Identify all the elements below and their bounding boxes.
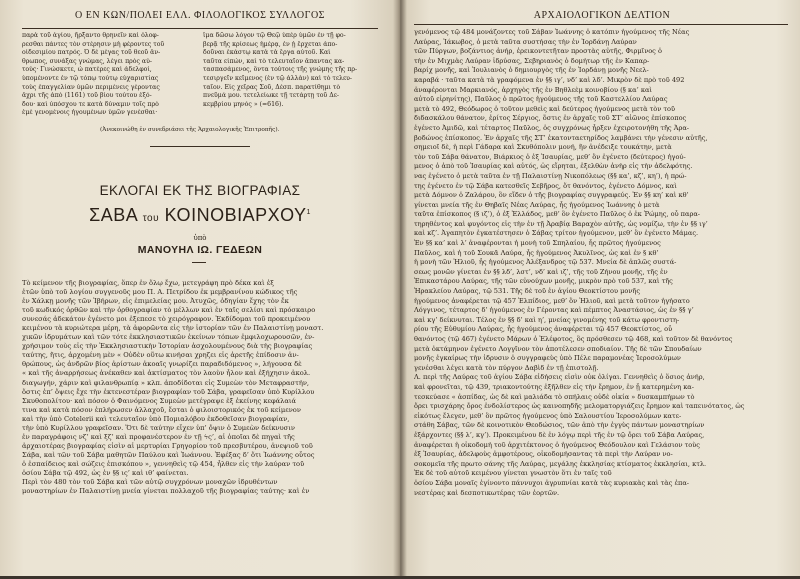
text-line: νας ἐγένετο ὁ μετὰ ταῦτα ἐν τῇ Παλαιστίνῃ Νικοπόλεως (§§ κα’, κζ’, κη’), ἡ πρώ-	[414, 171, 687, 180]
text-line: ὁσίου Σάβα μοναῖς ἐγίνοντο πάννυχοι ἀγρυπνίαι κατὰ τὰς κυριακὰς καὶ τὰς ἐπα-	[414, 478, 690, 487]
text-line: καραβά · ταῦτα κατὰ τὰ γραφόμενα ἐν §§ ιγ’, νδ’ καὶ λδ’. Μικρὸν δὲ πρὸ τοῦ 492	[414, 75, 685, 84]
text-line: Περὶ τὸν 480 τὸν τοῦ Σάβα καὶ τῶν αὐτῷ συγχρόνων μοναχῶν ἱδρυθέντων	[22, 478, 278, 487]
text-line: ἐν Χάλκῃ μονῆς τῶν Ἰβήρων, εἰς ἐπιμελείας μου. Ἀτυχῶς, ὁδηγίαν ἔχης τὸν ἔκ	[22, 297, 289, 306]
text-line: παρὰ τοῦ ἁγίου, ἤρξαντο θρηνεῖν καὶ ὀλοφ-	[22, 32, 159, 39]
book-gutter	[393, 0, 407, 579]
text-line: τὴν ἐν Μιχμὰς Λαύραν ἱδρύσας, Σεβηριανὸς ὁ δομήτωρ τῆς ἐν Καπαρ-	[414, 56, 650, 65]
text-line: Παῦλος, καὶ ἡ τοῦ Σουκᾶ Λαύρα, ἧς ἡγούμενος Ἀκυλῖνος, ὡς καὶ ἐν § κθ’	[414, 248, 659, 257]
text-line: ἐμὲ γενομένοις ἡγουμένων ὑμῶν γενέσθαι·	[22, 109, 158, 117]
text-line: ὁσίου Σάβα τῷ 492, ὡς ἐν §§ ις’ καὶ ιθ’ φαίνεται.	[22, 468, 189, 477]
text-line: τῶν Πύργων, βοζάντιος ἀνήρ, ἐρεικοντετῆταν προστὰς αὐτῆς, Φιρμῖνος ὁ	[414, 47, 662, 56]
text-line: χρήσιμον τοὺς εἰς τὴν Ἐκκλησιαστικὴν Ἱστορίαν ἀσχολουμένους διὰ τὴς βιογραφίας	[22, 342, 313, 351]
text-line: ταῦτα ἐπίσκοπος (§ ιζ’), ὁ ἐξ Ἑλλάδος, μεθ’ ὃν ἐγένετο Παῦλος ὁ ἐκ Ῥώμης, οὗ παρα-	[414, 210, 701, 219]
text-line: Σκυθοπολίτου· καὶ πόσον ὁ Φαινόμενος Συμεὼν μετέγραψε ἐξ ἐκείνης κεφάλαιά	[22, 396, 297, 405]
text-line: Τὸ κείμενον τῆς βιογραφίας, ὅπερ ἐν ὅλῳ ἔχω, μετεγράφη πρὸ δέκα καὶ ἐξ	[22, 279, 274, 287]
text-line: ἀρχαιοτέρας βιογραφίας εἰσὶν αἱ μερτυρίαι Γρηγορίου τοῦ πρεσβυτέρου, ἀνεψιοῦ τοῦ	[22, 441, 313, 450]
article-title-line-2	[40, 205, 360, 226]
text-line: ὁ ἐσπαίδειος καὶ σώζεις ἐπισκόπου », γεννηθεὶς τῷ 454, ἦλθεν εἰς τὴν λαύραν τοῦ	[22, 459, 305, 468]
text-line: στάθη Σάβας, τῶν δὲ κοινοτικὸν Θεοδώσιος, τῶν ἀπὸ τὴν ἐγγὺς πάντων μοναστηρίων	[414, 421, 705, 430]
text-line: δου· καὶ ὑπόσχου τε κατὰ δύναμιν τοῖς πρὸ	[22, 100, 159, 108]
text-line: ἐγένετο Ἀμιδῶ, καὶ τέταρτος Παῦλος, ὁς συγχρόνως ἦρξεν ἐχειροτονήθη τῆς Ἀρα-	[414, 123, 690, 132]
title-word-tou: του	[142, 213, 160, 224]
text-line: καὶ φρονεῖται, τῷ 439, τριακοντούτης ἐξῆλθεν εἰς τὴν ἔρημον, ἐν ᾗ κατερημένη κα-	[414, 382, 694, 391]
text-line: θρωπος, συνάξας γνώμας, λέγει πρὸς αὐ-	[22, 57, 152, 65]
text-line: γίνεται μνεία τῆς ἐν Θηβαῖς Νέας Λαύρας, ἧς ἡγούμενος Ἰωάννης ὁ μετὰ	[414, 200, 660, 209]
text-line: εἰκότως ἔλεγεν, μεθ’ ὃν πρῶτος ἡγούμενος ὑπὸ Σαλουστίου Ἱεροσολύμων κατε-	[414, 411, 682, 420]
text-line: τινα καὶ κατὰ πόσον ἐπλήρωσεν ἀλλαχοῦ, ἔσται ὁ φιλοιστορικός ἐκ τοῦ κείμενον	[22, 405, 301, 414]
text-line: καὶ κγ’ δείκνυται. Τέλος ἐν §§ δ’ καὶ η’, μνείας γινομένης τοῦ κάτω φροντιστη-	[414, 315, 680, 324]
text-line: Λόγγινος, τέταρτος δ’ ἡγούμενος ἐν Γέροντας καὶ πέμπτος Ἀναστάσιος, ὡς ἐν §§ γ’	[414, 306, 694, 315]
text-line: τασπασάμενος, ὅντα τούτοις τῆς γνώμης τῆς πρ-	[203, 66, 358, 74]
text-line: ταύτης, ἥτις, ἀρχομένη μὲν « Οὐδὲν οὕτω κινήσαι χρηζει εἰς ἀρετῆς ἐπίδοσιν ἀν-	[22, 351, 299, 360]
text-line: θρώπους, ὡς ἀνδρῶν βίος ἀρίστων ἀκοαῖς γνωρίζει παραδιδόμενος », λήγουσα δὲ	[22, 360, 302, 369]
text-line: Λαύρας, Ἰάκωβος, ὁ μετὰ ταῦτα συστήσας τὴν ἐν Ἰορδάνῃ Λαύραν	[414, 37, 637, 46]
right-main-text	[414, 28, 789, 498]
text-line: κειμένου τὰ κυριώτερα μέρη, τὰ ἀφορῶντα εἰς τὴν ἱστορίαν τῶν ἐν Παλαιστίνῃ μοναστ.	[22, 324, 324, 333]
text-line: βερᾷ τῆς κρίσεως ἡμέρᾳ, ἐν ᾗ ἔρχεται ἀπο-	[203, 40, 338, 48]
text-line: χικῶν ἱδρυμάτων καὶ τῶν τότε ἐκκλησιαστικῶν ἐκείνων τόπων ἐμφιλοχωρουσῶν, ἐν-	[22, 333, 315, 342]
text-line: διδασκάλου θάνατον, ἐρίτος Σέργιος, ὅστις ἐν ἀρχαῖς τοῦ ΣΤ’ αἰῶνος ἐπίσκοπος	[414, 114, 687, 123]
left-page	[0, 0, 398, 579]
text-line: συνεσάς ἀδεκάτον ἐγένετο μοι ἐξεπεσε τὸ χειρόγραφον. Ἐκδίδομαι τοῦ προκειμένου	[22, 315, 311, 324]
text-line: μετὰ Δόμνον ὁ Ζαλάρου, ὃν εἴδεν ὁ τῆς βιογραφίας συγγραφεύς. Ἐν §§ κη’ καὶ κθ’	[414, 191, 689, 200]
text-line: τοὺς ἐπαγγελίαν ὑμῶν περιμένεις γέροντας	[22, 83, 160, 91]
text-line: βοδώνος ἐπίσκοπος. Ἐν ἀρχαῖς τῆς ΣΤ’ ἑκατονταετηρίδος λαμβάνει τὴν γένεσιν αὐτῆς,	[414, 133, 708, 142]
text-line: ἐν παραγράφοις νζ’ καὶ ξζ’ καὶ προφανέστερον ἐν τῇ ϟς’, αἱ ὁποῖαι δὲ πηγαὶ τῆς	[22, 432, 295, 441]
text-line: της ἐγένετο ἐν τῷ Σάβα κατεσθεῖς Σεβῆρος, ὅτ θανόντος, ἐγένετο Δόμνος, καὶ	[414, 181, 677, 190]
title-word-koinoviarchou: ΚΟΙΝΟΒΙΑΡΧΟΥ	[164, 205, 307, 225]
text-line: μοναστηρίων ἐν Παλαιστίνῃ μνεία γίνεται πολλαχοῦ τῆς βιογραφίας ταύτης· καὶ ἐν	[22, 487, 310, 496]
text-line: ὑπομένοντε ἐν τῷ τόπῳ τούτῳ εὐχαριστίας	[22, 74, 159, 82]
text-line: μετὰ τὸ 492, Θεόδωρος ὁ τοῦτον μεθεὶς καὶ δεύτερος ἡγούμενος μετὰ τὸν τοῦ	[414, 104, 675, 113]
text-line: καὶ κζ’. Ἀγαπητὸν ἐγκατέστησεν ὁ Σάβας τρίτον ἡγούμενον, μεθ’ ὃν ἐγένετο Μάμας.	[414, 229, 699, 238]
text-line: μενος ὁ ἀπὸ τοῦ Ἰσαυρίας καὶ αὐτός, ὡς εἴρηται, ἐξελθὼν ἀνὴρ εἰς τὴν ἀδελφότης.	[414, 162, 693, 171]
text-line: ταῦτα εἰπών, καὶ τὸ τελευταῖον ἅπαντας κα-	[203, 57, 345, 65]
text-line: τεσκεύασε « ἀσπίδας, ὡς δὲ καὶ μαλιάδα τὸ σπήλαις οὐδὲ οἰκία » δυσκαμπήμων τὸ	[414, 392, 695, 401]
left-running-header: Ο ΕΝ ΚΩΝ/ΠΟΛΕΙ ΕΛΛ. ΦΙΛΟΛΟΓΙΚΟΣ ΣΥΛΛΟΓΟΣ	[75, 10, 325, 21]
section-divider	[150, 146, 250, 147]
text-line: ρίου τῆς Εὐθυμίου Λαύρας, ἧς ἡγούμενος ἀναφέρεται τῷ 457 Θεοκτίστος, οὗ	[414, 325, 673, 334]
left-main-text	[22, 279, 379, 496]
text-line: αὐτοῦ εἰρηνίτης), Παῦλος ὁ πρῶτος ἡγούμενος τῆς τοῦ Καστελλίου Λαύρας	[414, 95, 668, 104]
text-line: νεστέρας καὶ δεσποτικωτέρας τῶν ἑορτῶν.	[414, 488, 560, 497]
text-line: ἐξ Ἰσαυρίας, ἀδελφοὺς ἀμφοτέρους, οἰκοδομήσαντας τὰ περὶ τὴν Λαύραν νο-	[414, 450, 673, 459]
text-line: γενόμενος τῷ 484 μονάζοντες τοῦ Σάβαν Ἰωάννης ὁ κατόπιν ἡγούμενος τῆς Νέας	[414, 28, 690, 36]
text-line: κεμβρίου μηνός » (=616).	[203, 100, 284, 108]
text-line: τὴν ὑπὸ Κυρίλλου γραφεῖσαν. Ὅτι δὲ ταύτην εἶχεν ὑπ’ ὄψιν ὁ Συμεὼν δείκνυσιν	[22, 423, 295, 432]
text-line: ὄρει τρισχάρης ὄρος ἐνδολίστερος ὡς καινοπηδῆς μελοματοργιάζεις ἔρημον καὶ ταπεινότατος, ὡς	[414, 402, 745, 411]
text-line: τοῦ κωδικός ὁρθῶν καὶ τὴν ὀρθογραφίαν τὸ μέλλων καὶ ἐν ταῖς σελίσι καὶ πρόσκαιρο	[22, 306, 316, 315]
text-line: θανόντος (τῷ 467) ἐγένετο Μάρων ὁ Ἐλέφοτος, ὃς πρόσθεσεν τῷ 468, καὶ τοῦτον δὲ θανόντος	[414, 335, 733, 343]
text-line: βαρίχ μονῆς, καὶ Ἰουλιανὸς ὁ δημιουργὸς τῆς ἐν Ἰορδάνῃ μονῆς Νεελ-	[414, 66, 649, 75]
left-top-column-2	[203, 32, 379, 109]
by-line-word: ὑπὸ	[193, 234, 207, 242]
text-line: οἰδεσιμίου πατρός. Ὁ δὲ μέγας τοῦ θεοῦ ἄν-	[22, 49, 161, 57]
article-title-line-1: ΕΚΛΟΓΑΙ ΕΚ ΤΗΣ ΒΙΟΓΡΑΦΙΑΣ	[99, 183, 301, 198]
text-line: ὅστις ἐπ’ ὄψεις ἔχε τὴν ἐκτενεστέραν βιογραφίαν τοῦ Σάβα, γραφεῖσαν ὑπὸ Κυρίλλου	[22, 387, 315, 396]
text-line: Λ. περὶ τῆς Λαύρας τοῦ ἁγίου Σάβα εἰδήσεις εἰσὶν οὐκ ὀλίγαι. Γεννηθεὶς ὁ ὅσιος ἀνήρ,	[414, 373, 705, 382]
text-line: ἡ μονὴ τῶν Ἡλιοῦ, ἧς ἡγούμενος Ἀλέξανδρος τῷ 537. Μνεία δὲ ἀπλῶς συστά-	[414, 258, 677, 267]
text-line: γενέσθαι λέγει κατὰ τὸν πύργον Δαβὶδ ἐν τῇ ἐπιστολῇ.	[414, 363, 599, 372]
text-line: τούς· Γινώσκετε, ὦ πατέρες καὶ ἀδελφοί,	[22, 66, 152, 74]
text-line: Ἐκ δὲ τοῦ αὐτοῦ κειμένου γίνεται γνωστὸν ὅτι ἐν ταῖς τοῦ	[414, 469, 612, 478]
text-line: ἀναφέρονται Μαρκιανός, ἀρχηγὸς τῆς ἐν Βηθλεὲμ κοινοβίου (§ κα’ καὶ	[414, 85, 652, 94]
text-line: μονῆς ἐγκαίρως τὴν ἱδρυσιν ὁ συγγραφεὺς ὑπὸ Πέλε παραμονέας Ἱεροσολύμων	[414, 354, 681, 363]
text-line: ἐτῶν ὑπὸ τοῦ λογίου συγγενοῦς μου Π. Α. Πετρίδου ἐκ μεμβρανίνου κώδικος τῆς	[22, 288, 298, 297]
footnote-marker: 1	[306, 209, 311, 216]
communication-note: (Ἀνεκοινώθη ἐν συνεδριάσει τῆς Ἀρχαιολογικῆς Ἐπιτροπῆς).	[100, 127, 280, 133]
left-top-column-1	[22, 32, 198, 118]
text-line: σοκομεῖα τῆς πρωτο σάνης τῆς Λαύρας, μεγάλης ἐκκλησίας κτίσματος ἐκκλησίαι, κτλ.	[414, 459, 707, 468]
text-line: ἵμα δῶσω λόγον τῷ Θεῷ ὑπὲρ ὑμῶν ἐν τῇ φο-	[203, 32, 346, 39]
text-line: Σάβα, καὶ τῶν τοῦ Σάβα μαθητῶν Παύλου καὶ Ἰωάννου. Ἐφέξας δ’ ὅτι Ἰωάννης οὗτος	[22, 450, 315, 459]
right-page	[398, 0, 800, 579]
article-author: ΜΑΝΟΥΗΛ ΙΩ. ΓΕΔΕΩΝ	[137, 244, 263, 256]
title-ornament	[192, 262, 206, 266]
text-line: ἡγούμενος ἀναφέρεται τῷ 457 Ἐλπίδιος, μεθ’ ὃν Ἠλιοῦ, καὶ μετὰ τοῦτον ἡγήσατο	[414, 296, 690, 305]
text-line: ἄχρι τῆς ἀπὸ (1161) τοῦ βίου τούτου ἐξό-	[22, 92, 152, 100]
text-line: δοῦναι ἑκάστῳ κατὰ τὰ ἔργα αὐτοῦ. Καὶ	[203, 49, 331, 57]
text-line: καὶ τὴν ὑπὸ Cotelerii καὶ τελευταῖον ὑπὸ Πομιαλόβου ἐκδοθεῖσαν βιογραφίαν,	[22, 414, 290, 423]
text-line: ἀναφέρεται ἡ οἰκοδομή τοῦ ἀρχιτέκτονος ὁ ἡγούμενος Θεόδουλον καὶ Γελάσιον τοὺς	[414, 440, 700, 449]
left-header-rule	[22, 28, 378, 29]
text-line: « καὶ τῆς ἀναρρήσεως ἀνέκαθεν καὶ ἀκτίσματος τὸν λαοὺν ἦλον καὶ ἐξήχησιν ἀκολ.	[22, 369, 311, 378]
text-line: ρεσθαι πάντες τὸν στέρησιν μὴ φέροντες τοῦ	[22, 40, 165, 48]
text-line: ἐξάρχοντες (§§ λ’, κγ’). Προκειμένου δὲ ἐν λόγῳ περὶ τῆς ἐν τῷ ὄρει τοῦ Σάβα Λαύρας,	[414, 430, 705, 439]
text-line: ταῖον. Εἷς χεῖρας Σοῦ, Δέσπ. παρατίθημι τὸ	[203, 83, 341, 91]
text-line: τηρηθέντος καὶ φυγόντος εἰς τὴν ἐν τῇ Ἀραβίᾳ Βαραχὸν αὐτῆς, ὡς νομίζω, τὴν ἐν §§ ιγ’	[414, 219, 708, 228]
text-line: Ἐπικαστάρου Λαύρας, τῆς τῶν εὐνούχων μονῆς, μικρὸν πρὸ τοῦ 537, καὶ τῆς	[414, 277, 673, 286]
text-line: μετὰ ὀκτάμηνον ἐγένετο Λογγῖνον τὸν ἀποτέλεσεν σποδιαίον. Τῆς δὲ τῶν Σπουδαίων	[414, 344, 702, 353]
text-line: Ἐν §§ κα’ καὶ λ’ ἀναφέρονται ἡ μονὴ τοῦ Σπηλαίου, ἧς πρῶτος ἡγούμενος	[414, 239, 661, 248]
text-line: σημειοῖ δὲ, ἡ περὶ Γάδαρα καὶ Σκυθόπολιν μονή, ἣν ἀνέδειξε τουκάτην, μετὰ	[414, 143, 672, 152]
right-running-header: ΑΡΧΑΙΟΛΟΓΙΚΟΝ ΔΕΛΤΙΟΝ	[533, 10, 671, 21]
title-word-saba: ΣΑΒΑ	[89, 205, 138, 225]
text-line: πνεῦμά μου. τετελείωκε τῇ τετάρτῃ τοῦ Δε-	[203, 92, 340, 100]
text-line: τὸν τοῦ Σάβα θάνατον, Βιάρκιος ὁ ἐξ Ἰσαυρίας, μεθ’ ὃν ἐγένετο (δεύτερος) ἡγού-	[414, 152, 686, 161]
text-line: Ἡρακλείου Λαύρας, τῷ 531. Τῆς δὲ τοῦ ἐν ἁγίου Θεοκτίστου μονῆς	[414, 287, 641, 296]
right-header-rule	[414, 24, 788, 25]
text-line: σεως μονῶν γίνεται ἐν §§ λδ’, λστ’, νδ’ καὶ ιζ’, τῆς τοῦ Ζήνου μονῆς, τῆς ἐν	[414, 267, 668, 276]
text-line: διαγωγήν, χάριν καὶ φιλανθρωπίᾳ » κλπ. ἀποδίδοται εἰς Συμεὼν τὸν Μεταφραστήν,	[22, 378, 310, 387]
text-line: τεσιργεῖν κεῖμενος (ἐν τῷ ἀλλὰν) καὶ τὸ τελευ-	[203, 74, 353, 82]
